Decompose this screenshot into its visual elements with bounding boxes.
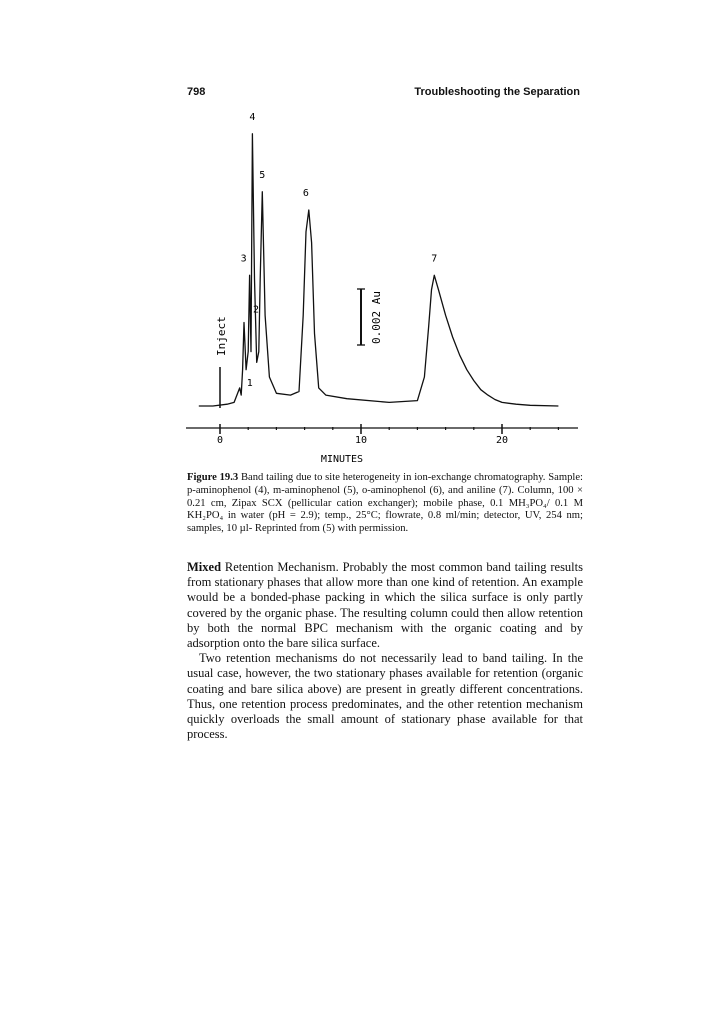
- page-number: 798: [187, 86, 206, 98]
- peak-label-6: 6: [302, 187, 309, 199]
- peak-label-7: 7: [431, 253, 438, 265]
- peak-label-4: 4: [249, 111, 256, 123]
- paragraph-2: Two retention mechanisms do not necessarily lead to band tailing. In the usual case, however, the two stationary phases available for retention (organic coating and bare silica above) are present in greatly different concentrations. Thus, one retention process predominates, and the other retention mechanism quickly overloads the small amount of stationary phase available for that process.: [187, 651, 583, 742]
- peak-label-2: 2: [252, 304, 259, 316]
- peak-label-3: 3: [240, 253, 247, 265]
- chromatogram-trace: [199, 134, 559, 406]
- paragraph-1: [187, 560, 583, 651]
- x-axis-title: MINUTES: [320, 454, 364, 465]
- peak-labels: [241, 112, 438, 389]
- running-title: Troubleshooting the Separation: [414, 86, 580, 98]
- inject-label: Inject: [215, 316, 228, 356]
- scale-bar-label: 0.002 Au: [370, 291, 383, 344]
- x-tick-label-20: 20: [495, 435, 509, 446]
- figure-label: Figure 19.3: [187, 472, 239, 483]
- caption-text: Band tailing due to site heterogeneity in ion-exchange chromatography. Sample: p-aminophenol (4), m-aminophenol (5), o-aminophenol (6), and aniline (7). Column, 100 × 0.21 cm, Zipax SCX (pellicular cation exchanger); mobile phase, 0.1 MH₃PO₄/ 0.1 M KH₂PO₄ in water (pH = 2.9); temp., 25°C; flowrate, 0.8 ml/min; detector, UV, 254 nm; samples, 10 µl- Reprinted from (5) with permission.: [187, 472, 583, 535]
- peak-label-5: 5: [259, 169, 266, 181]
- peak-label-1: 1: [246, 377, 253, 389]
- paragraph-1-text: Retention Mechanism. Probably the most common band tailing results from stationary phases that allow more than one kind of retention. An example would be a bonded-phase packing in which the silica surface is only partly covered by the organic phase. The resulting column could then allow retention by both the normal BPC mechanism with the organic coating and by adsorption onto the bare silica surface.: [187, 560, 583, 651]
- x-axis-ticks: [217, 424, 558, 446]
- body-text: [187, 560, 583, 742]
- figure-caption: [187, 472, 583, 536]
- chromatogram-figure: [0, 0, 723, 470]
- paragraph-1-lead: Mixed: [187, 560, 222, 574]
- x-tick-label-0: 0: [216, 435, 224, 446]
- x-tick-label-10: 10: [354, 435, 368, 446]
- scale-bar: [357, 289, 365, 345]
